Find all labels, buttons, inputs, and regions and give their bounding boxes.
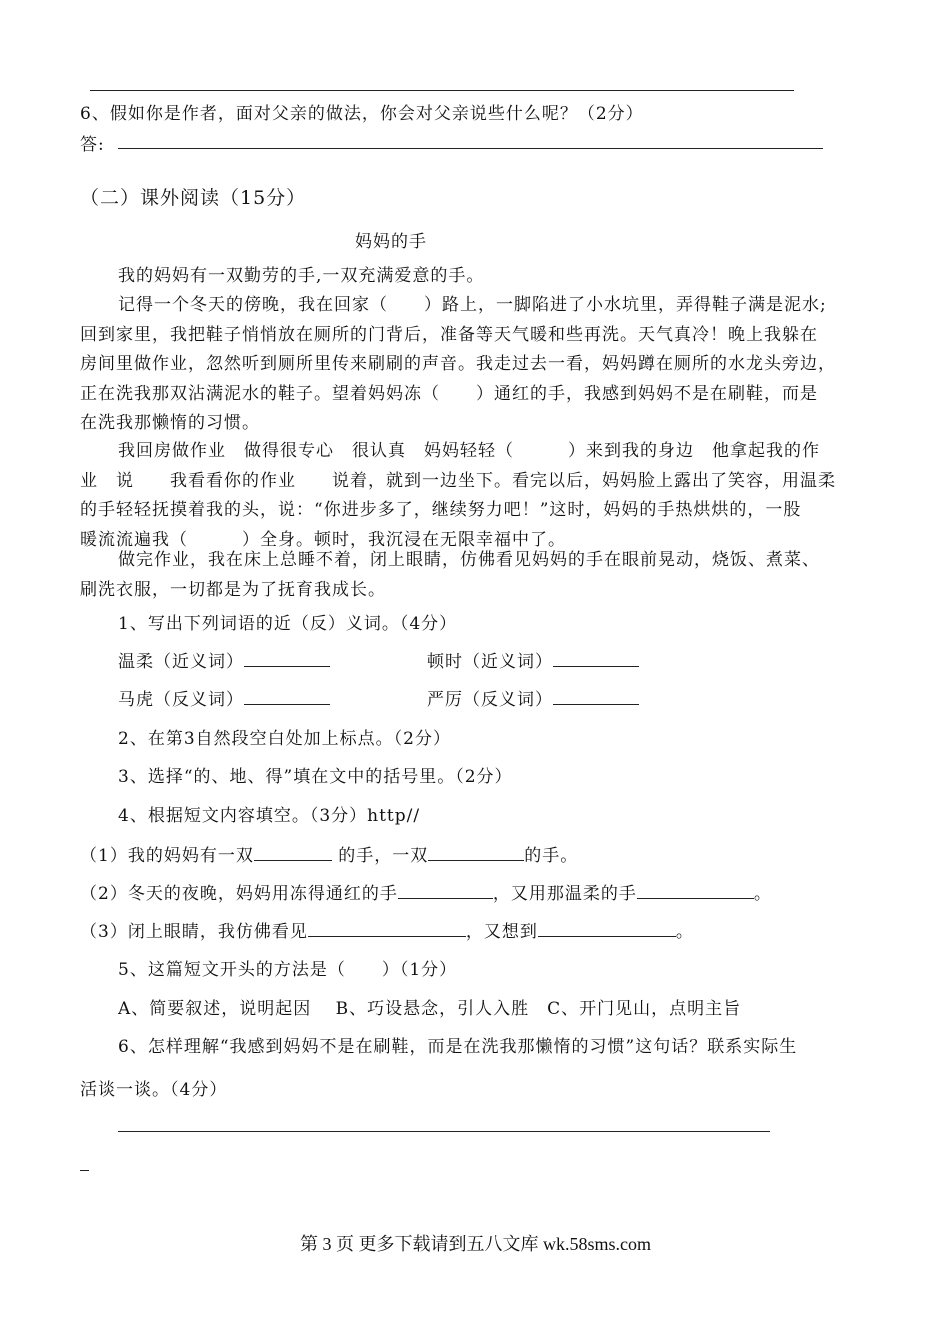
q1-item	[118, 685, 330, 710]
passage-line: 正在洗我那双沾满泥水的鞋子。望着妈妈冻（ ）通红的手，我感到妈妈不是在刷鞋，而是	[80, 383, 818, 404]
q4-text: （1）我的妈妈有一双	[80, 846, 254, 866]
question-5-options: A、简要叙述，说明起因 B、巧设悬念，引人入胜 C、开门见山，点明主旨	[118, 999, 742, 1019]
answer-line	[90, 90, 794, 91]
q4-text: ，又想到	[465, 922, 538, 942]
question-6: 6、怎样理解“我感到妈妈不是在刷鞋，而是在洗我那懒惰的习惯”这句话？联系实际生	[118, 1037, 798, 1057]
fill-blank[interactable]	[637, 881, 754, 899]
passage-line: 我回房做作业 做得很专心 很认真 妈妈轻轻（ ）来到我的身边 他拿起我的作	[118, 441, 820, 461]
passage-line: 的手轻轻抚摸着我的头，说：“你进步多了，继续努力吧！”这时，妈妈的手热烘烘的，一股	[80, 500, 802, 520]
fill-blank[interactable]	[308, 919, 466, 937]
q4-text: 。	[675, 922, 694, 942]
q1-item-label: 严厉（反义词）	[427, 690, 553, 710]
stray-dash	[80, 1170, 89, 1171]
question-2: 2、在第3自然段空白处加上标点。（2分）	[118, 729, 451, 749]
passage-title: 妈妈的手	[355, 232, 427, 252]
q1-item	[427, 685, 639, 710]
q4-text: ，又用那温柔的手	[492, 884, 637, 904]
question-6-cont: 活谈一谈。（4分）	[80, 1080, 228, 1100]
passage-paragraph-2	[80, 291, 880, 439]
question-1: 1、写出下列词语的近（反）义词。（4分）	[118, 614, 458, 634]
passage-line: 做完作业，我在床上总睡不着，闭上眼睛，仿佛看见妈妈的手在眼前晃动，烧饭、煮菜、	[118, 550, 820, 570]
answer-label: 答:	[80, 135, 105, 155]
q1-item-label: 顿时（近义词）	[427, 652, 553, 672]
question-4: 4、根据短文内容填空。（3分）http//	[118, 806, 421, 826]
fill-blank[interactable]	[398, 881, 493, 899]
passage-paragraph-3	[80, 437, 880, 555]
answer-line	[118, 148, 823, 149]
passage-line: 记得一个冬天的傍晚，我在回家（ ）路上，一脚陷进了小水坑里，弄得鞋子满是泥水;	[118, 295, 827, 315]
fill-blank[interactable]	[538, 919, 676, 937]
fill-blank[interactable]	[244, 687, 330, 705]
page-footer: 第 3 页 更多下载请到五八文库 wk.58sms.com	[300, 1234, 651, 1254]
fill-blank[interactable]	[254, 843, 332, 861]
q4-item-3	[80, 917, 694, 942]
passage-line: 回到家里，我把鞋子悄悄放在厕所的门背后，准备等天气暖和些再洗。天气真冷！晚上我躲在	[80, 324, 818, 345]
question-6-top: 6、假如你是作者，面对父亲的做法，你会对父亲说些什么呢？（2分）	[80, 104, 644, 124]
q4-item-2	[80, 879, 772, 904]
fill-blank[interactable]	[553, 687, 639, 705]
q4-text: 。	[753, 884, 772, 904]
q1-item	[118, 647, 330, 672]
q4-text: 的手，一双	[338, 846, 429, 866]
passage-line: 刷洗衣服，一切都是为了抚育我成长。	[80, 579, 386, 600]
passage-line: 暖流流遍我（ ）全身。顿时，我沉浸在无限幸福中了。	[80, 529, 566, 550]
q1-item-label: 马虎（反义词）	[118, 690, 244, 710]
fill-blank[interactable]	[244, 649, 330, 667]
q4-text: 的手。	[524, 846, 579, 866]
passage-line: 在洗我那懒惰的习惯。	[80, 413, 260, 433]
question-3: 3、选择“的、地、得”填在文中的括号里。（2分）	[118, 767, 513, 787]
question-5: 5、这篇短文开头的方法是（ ）（1分）	[118, 960, 458, 980]
passage-paragraph-1	[80, 262, 880, 292]
q1-item	[427, 647, 639, 672]
answer-line	[118, 1131, 770, 1132]
passage-paragraph-4	[80, 546, 880, 605]
passage-line: 房间里做作业，忽然听到厕所里传来刷刷的声音。我走过去一看，妈妈蹲在厕所的水龙头旁边，	[80, 354, 836, 374]
fill-blank[interactable]	[553, 649, 639, 667]
q4-text: （2）冬天的夜晚，妈妈用冻得通红的手	[80, 884, 398, 904]
section-title: （二）课外阅读（15分）	[80, 187, 307, 209]
fill-blank[interactable]	[428, 843, 524, 861]
q1-item-label: 温柔（近义词）	[118, 652, 244, 672]
q4-text: （3）闭上眼睛，我仿佛看见	[80, 922, 308, 942]
passage-line: 业 说 我看看你的作业 说着，就到一边坐下。看完以后，妈妈脸上露出了笑容，用温柔	[80, 470, 836, 491]
q4-item-1	[80, 841, 578, 866]
passage-line: 我的妈妈有一双勤劳的手,一双充满爱意的手。	[118, 266, 485, 286]
